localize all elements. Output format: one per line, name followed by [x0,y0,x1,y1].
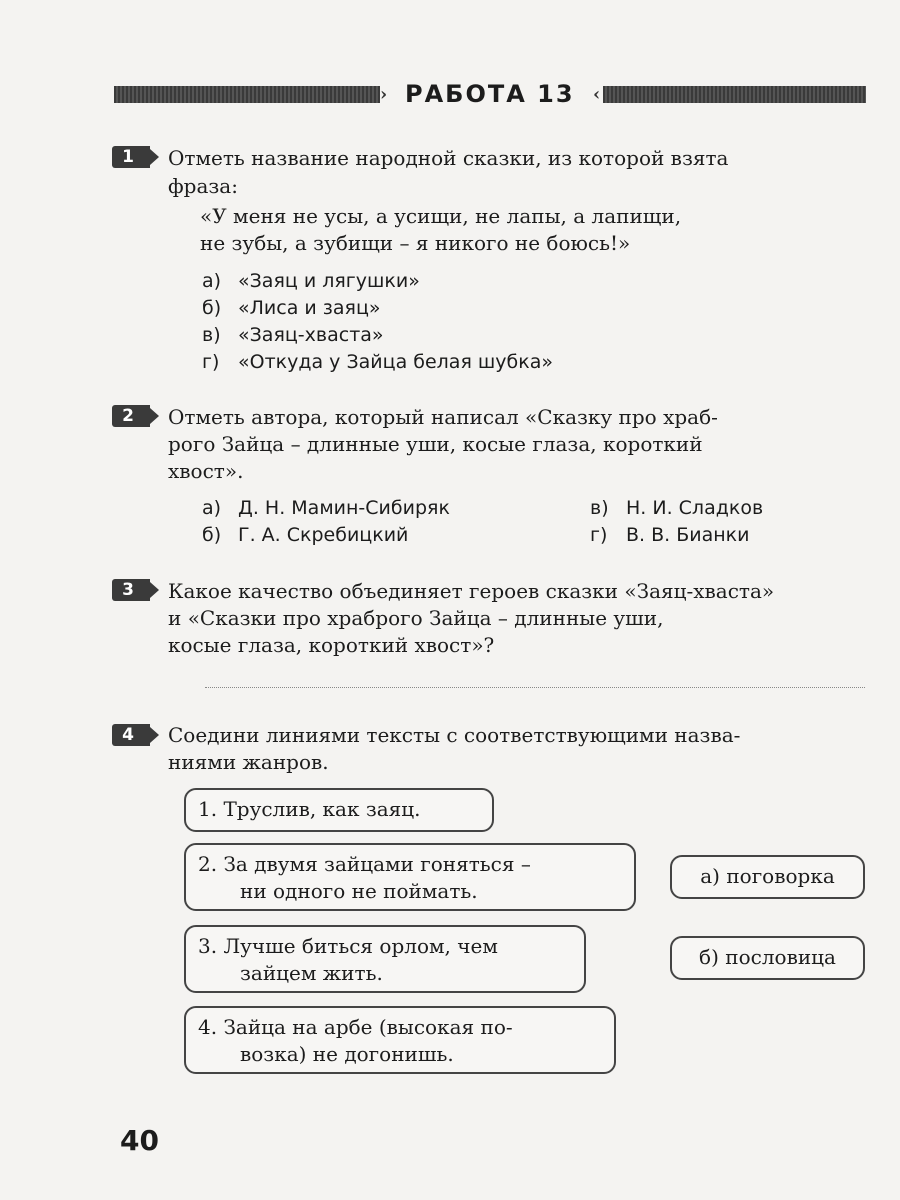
task-4-question-line2: ниями жанров. [168,750,329,774]
task-4-text-2[interactable] [184,843,636,911]
task-1-badge: 1 [112,146,150,168]
task-4-text-1-line1: 1. Труслив, как заяц. [198,797,421,821]
task-4-text-4[interactable] [184,1006,616,1074]
task-2-option-c[interactable]: в) Н. И. Сладков [590,497,764,519]
task-4-text-2-line1: 2. За двумя зайцами гоняться – [198,852,531,876]
header-bar-left [114,86,380,103]
task-3-badge: 3 [112,579,150,601]
task-1-question-line1: Отметь название народной сказки, из которой взята [168,146,729,170]
task-4-genre-b[interactable] [670,936,865,980]
task-3-question-line1: Какое качество объединяет героев сказки «Заяц-хваста» [168,579,775,603]
page-title: РАБОТА 13 [405,80,575,108]
task-2-question-line3: хвост». [168,459,244,483]
task-1-option-a[interactable]: а) «Заяц и лягушки» [202,270,420,292]
task-4-badge: 4 [112,724,150,746]
task-4-text-2-line2: ни одного не поймать. [240,879,478,903]
task-3-question-line2: и «Сказки про храброго Зайца – длинные уши, [168,606,664,630]
task-1-question-line2: фраза: [168,174,238,198]
task-2-option-d[interactable]: г) В. В. Бианки [590,524,750,546]
task-2-option-a[interactable]: а) Д. Н. Мамин-Сибиряк [202,497,450,519]
task-4-genre-a[interactable] [670,855,865,899]
header-bar-right [603,86,866,103]
task-1-quote-line2: не зубы, а зубищи – я никого не боюсь!» [200,231,631,255]
header-arrow-right: ‹ [593,84,601,105]
task-4-text-4-line1: 4. Зайца на арбе (высокая по- [198,1015,513,1039]
task-4-genre-b-label: б) пословица [699,945,836,969]
task-2-question-line1: Отметь автора, который написал «Сказку про храб- [168,405,718,429]
task-4-text-4-line2: возка) не догонишь. [240,1042,454,1066]
task-3-question-line3: косые глаза, короткий хвост»? [168,633,495,657]
task-2-option-b[interactable]: б) Г. А. Скребицкий [202,524,409,546]
task-1-option-c[interactable]: в) «Заяц-хваста» [202,324,384,346]
task-4-text-1[interactable] [184,788,494,832]
task-4-text-3[interactable] [184,925,586,993]
task-4-question-line1: Соедини линиями тексты с соответствующими назва- [168,723,741,747]
task-1-quote-line1: «У меня не усы, а усищи, не лапы, а лапищи, [200,204,682,228]
task-2-badge: 2 [112,405,150,427]
task-2-question-line2: рого Зайца – длинные уши, косые глаза, короткий [168,432,703,456]
task-4-genre-a-label: а) поговорка [700,864,835,888]
task-4-text-3-line2: зайцем жить. [240,961,383,985]
page-number: 40 [120,1124,159,1157]
task-1-option-d[interactable]: г) «Откуда у Зайца белая шубка» [202,351,554,373]
task-3-answer-line[interactable] [205,687,865,688]
header-arrow-left: › [380,84,388,105]
task-4-text-3-line1: 3. Лучше биться орлом, чем [198,934,498,958]
task-1-option-b[interactable]: б) «Лиса и заяц» [202,297,381,319]
